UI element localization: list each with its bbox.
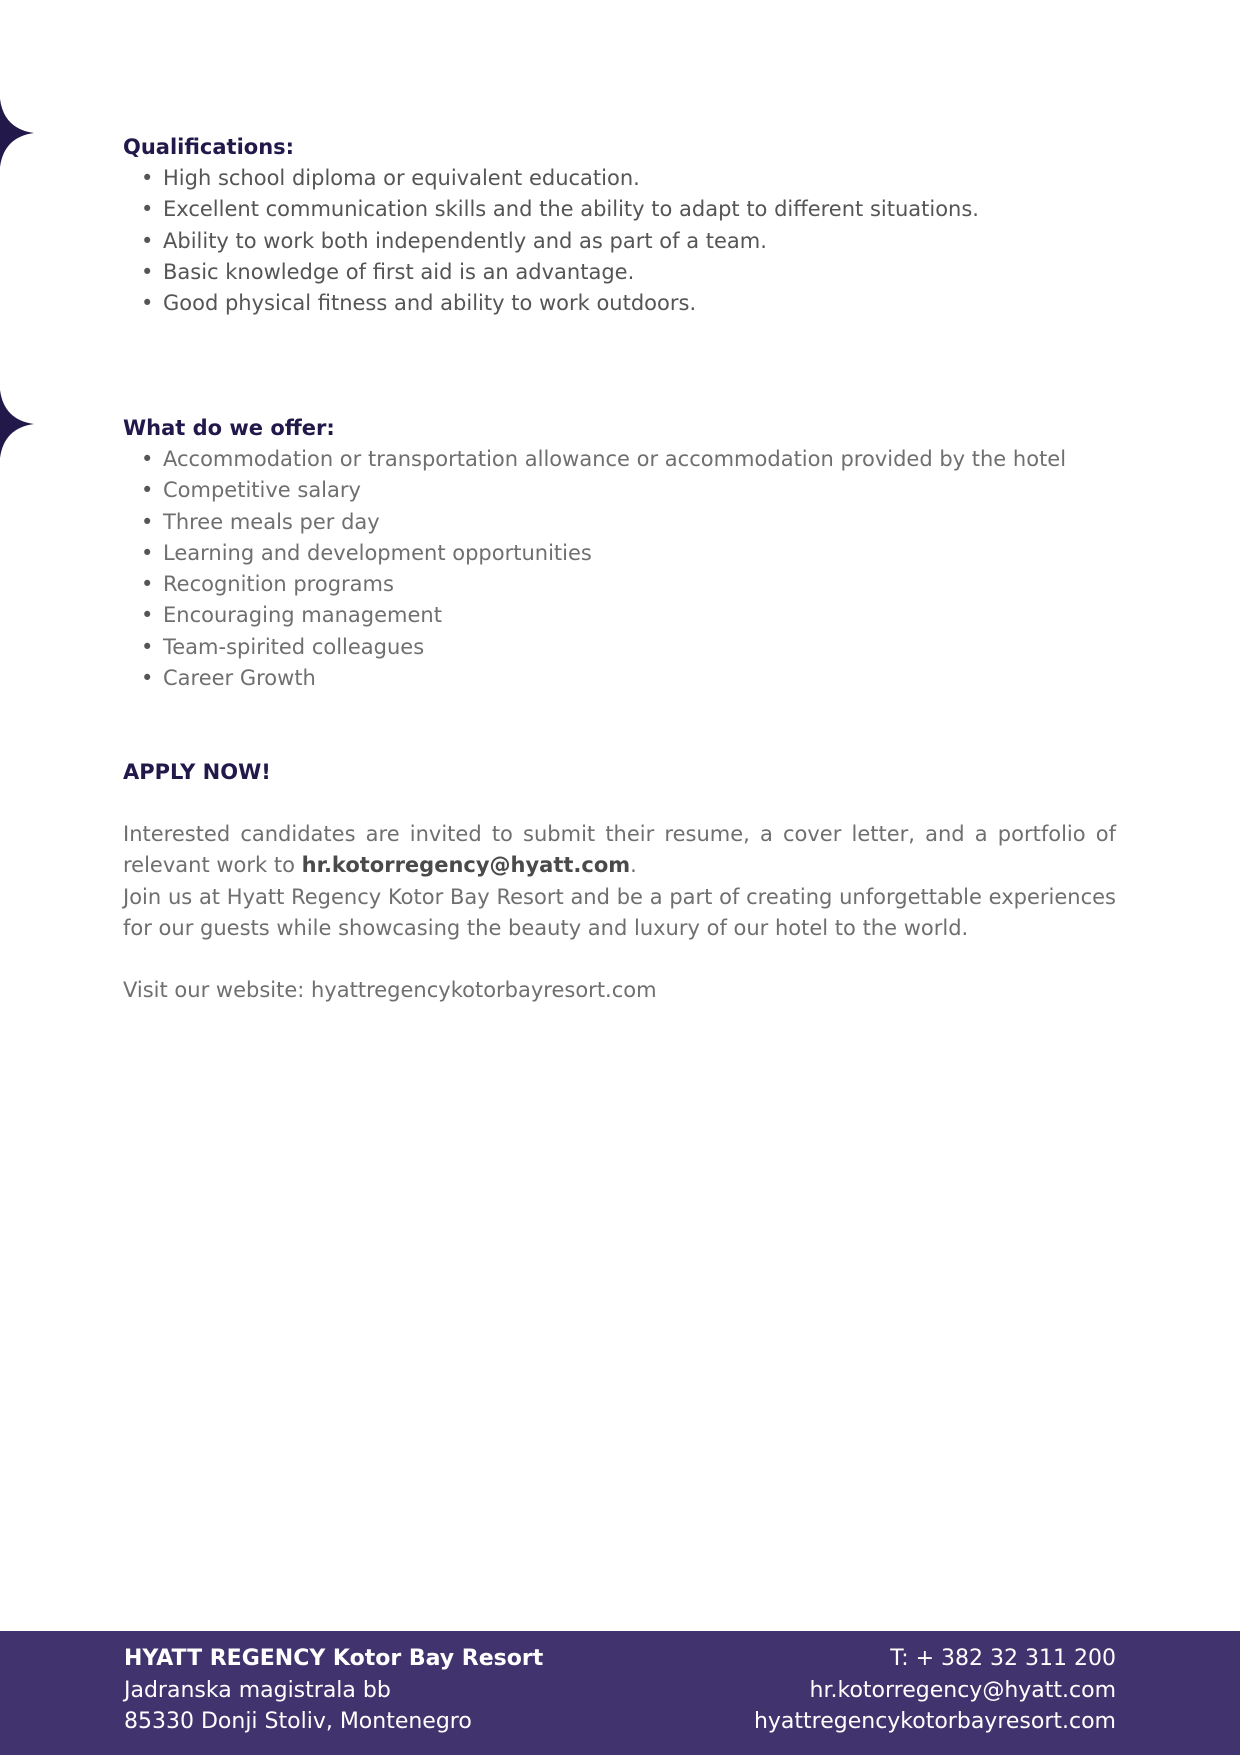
list-item: • Learning and development opportunities — [123, 538, 1116, 569]
list-item: • Encouraging management — [123, 600, 1116, 631]
list-item: • Excellent communication skills and the ability to adapt to different situations. — [123, 194, 1116, 225]
star-ornament-icon — [0, 390, 34, 458]
offer-heading: What do we offer: — [123, 416, 335, 440]
list-item: • Career Growth — [123, 663, 1116, 694]
apply-email-link[interactable]: hr.kotorregency@hyatt.com — [301, 853, 631, 878]
offer-section — [123, 413, 1116, 694]
footer-company: HYATT REGENCY Kotor Bay Resort — [124, 1646, 544, 1671]
star-ornament-icon — [0, 99, 34, 167]
list-item: • Team-spirited colleagues — [123, 632, 1116, 663]
qualifications-list — [123, 163, 1116, 319]
offer-list — [123, 444, 1116, 694]
apply-section — [123, 757, 1116, 1006]
list-item: • Basic knowledge of first aid is an advantage. — [123, 257, 1116, 288]
join-text: Join us at Hyatt Regency Kotor Bay Resort and be a part of creating unforgettable experiences for our guests while showcasing the beauty and luxury of our hotel to the world. — [123, 884, 1116, 940]
apply-heading: APPLY NOW! — [123, 760, 271, 784]
footer-address-line2: 85330 Donji Stoliv, Montenegro — [124, 1709, 472, 1734]
list-item: • Accommodation or transportation allowance or accommodation provided by the hotel — [123, 444, 1116, 475]
list-item: • High school diploma or equivalent education. — [123, 163, 1116, 194]
list-item: • Recognition programs — [123, 569, 1116, 600]
website-text: Visit our website: hyattregencykotorbayresort.com — [123, 978, 657, 1003]
apply-intro-suffix: . — [630, 853, 637, 878]
list-item: • Competitive salary — [123, 475, 1116, 506]
footer-phone: T: + 382 32 311 200 — [890, 1646, 1116, 1671]
footer-address-block — [124, 1643, 543, 1738]
qualifications-heading: Qualifications: — [123, 135, 295, 159]
footer — [0, 1631, 1240, 1755]
list-item: • Three meals per day — [123, 507, 1116, 538]
qualifications-section — [123, 132, 1116, 319]
footer-website-link[interactable]: hyattregencykotorbayresort.com — [753, 1709, 1116, 1734]
list-item: • Good physical fitness and ability to work outdoors. — [123, 288, 1116, 319]
list-item: • Ability to work both independently and as part of a team. — [123, 226, 1116, 257]
footer-address-line1: Jadranska magistrala bb — [124, 1677, 391, 1703]
footer-email-link[interactable]: hr.kotorregency@hyatt.com — [809, 1677, 1116, 1703]
apply-intro-text: Interested candidates are invited to submit their resume, a cover letter, and a portfolio of relevant work to — [123, 822, 1116, 878]
apply-intro — [123, 819, 1116, 882]
footer-contact-block — [754, 1643, 1116, 1738]
